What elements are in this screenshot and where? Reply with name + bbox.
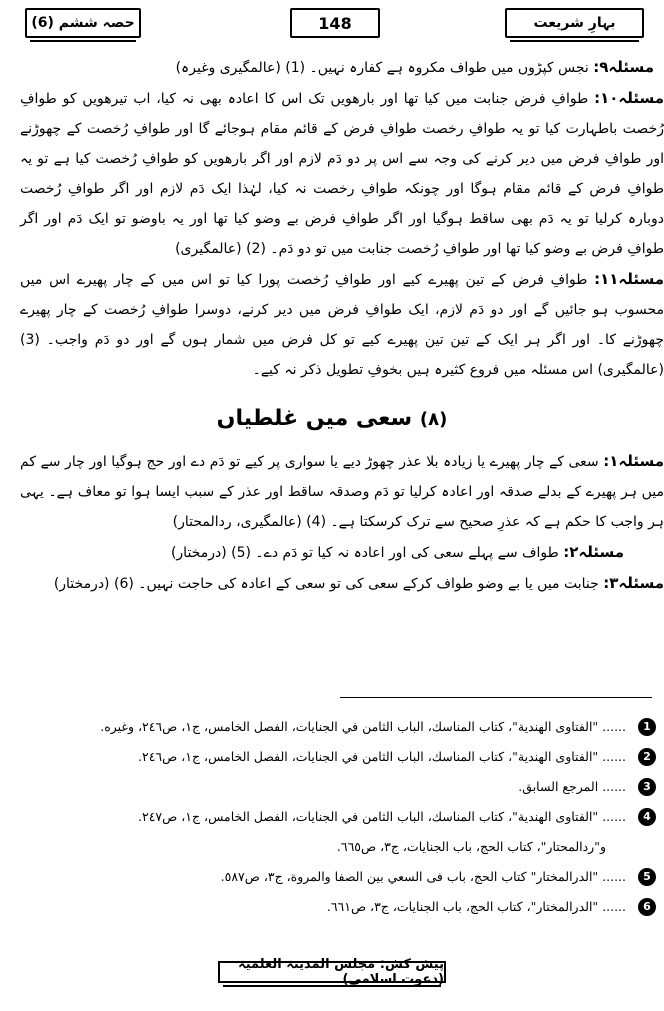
section-title: سعی میں غلطیاں [216, 406, 413, 431]
masala-text: نجس کپڑوں میں طواف مکروہ ہے کفارہ نہیں۔ (1) (عالمگیری وغیرہ) [175, 60, 589, 76]
footnote-number: 4 [638, 808, 656, 826]
footnote-text: ...... المرجع السابق. [518, 779, 626, 794]
footnote [0, 712, 664, 742]
masala-label: مسئلہ۱۱: [594, 270, 664, 288]
footnote-number: 6 [638, 898, 656, 916]
masala-text: جنابت میں یا بے وضو طواف کرکے سعی کی تو سعی کے اعادہ کی حاجت نہیں۔ (6) (درمختار) [53, 576, 599, 592]
footnote [0, 862, 664, 892]
page-number: 148 [290, 8, 380, 38]
masala-label: مسئلہ۱۰: [594, 89, 664, 107]
footnote-number: 3 [638, 778, 656, 796]
masala-label: مسئلہ۹: [593, 58, 654, 76]
masala-paragraph [20, 264, 664, 385]
volume-label: حصہ ششم (6) [25, 8, 141, 38]
masala-label: مسئلہ۲: [563, 543, 624, 561]
book-title: بہارِ شریعت [505, 8, 644, 38]
footnote [0, 772, 664, 802]
footnote-text: و"ردالمحتار"، كتاب الحج، باب الجنايات، ج٣، ص٦٦٥. [336, 839, 606, 854]
masala-label: مسئلہ۳: [603, 574, 664, 592]
footnote-text: ...... "الفتاوی الهندية"، كتاب المناسك، الباب الثامن في الجنايات، الفصل الخامس، ج١، ص٢٤٦، وغيره. [100, 719, 626, 734]
footnote-number: 5 [638, 868, 656, 886]
footnote-text: ...... "الدرالمختار"، كتاب الحج، باب الجنايات، ج٣، ص٦٦١. [326, 899, 626, 914]
masala-paragraph [20, 537, 664, 568]
page-body [0, 50, 664, 599]
footnotes [0, 712, 664, 922]
footnote-continuation [0, 832, 664, 862]
masala-label: مسئلہ۱: [603, 452, 664, 470]
section-number: (۸) [419, 409, 448, 430]
masala-text: طواف سے پہلے سعی کی اور اعادہ نہ کیا تو دَم دے۔ (5) (درمختار) [170, 545, 559, 561]
masala-text: طوافِ فرض کے تین پھیرے کیے اور طوافِ رُخصت پورا کیا تو اس میں کے چار پھیرے اس میں محسوب ہو جائیں گے اور دو دَم لازم، ایک طوافِ فرض میں دیر کرنے، دوسرا طوافِ رُخصت کے چار پھیرے چھوڑنے کا۔ اور اگر ہر ایک کے تین تین پھیرے کیے تو کل فرض میں شمار ہوں گے اور دو دَم واجب۔ (3) (عالمگیری) اس مسئلہ میں فروع کثیرہ ہیں بخوفِ تطویل ذکر نہ کیے۔ [20, 272, 664, 378]
footnote-text: ...... "الفتاوی الهندية"، كتاب المناسك، الباب الثامن في الجنايات، الفصل الخامس، ج١، ص٢٤٧. [138, 809, 626, 824]
footnote-number: 2 [638, 748, 656, 766]
masala-text: طوافِ فرض جنابت میں کیا تھا اور بارھویں تک اس کا اعادہ بھی نہ کیا، اب تیرھویں کو طوافِ رُخصت باطہارت کیا تو یہ طوافِ رخصت طوافِ فرض کے قائم مقام ہوجائے گا اور طوافِ رُخصت کے چھوڑنے اور طوافِ فرض میں دیر کرنے کی وجہ سے اس پر دو دَم لازم اور اگر بارھویں کو طوافِ رُخصت کیا ہے تو یہ طوافِ فرض کے قائم مقام ہوگا اور چونکہ طوافِ رخصت نہ کیا، لہٰذا ایک دَم لازم اور اگر طوافِ رُخصت دوبارہ کرلیا تو یہ دَم بھی ساقط ہوگیا اور اگر طوافِ فرض بے وضو کیا تھا اور یہ باوضو تو ایک دَم اور اگر طوافِ فرض بے وضو کیا تھا اور طوافِ رُخصت جنابت میں تو دو دَم۔ (2) (عالمگیری) [20, 91, 664, 257]
masala-paragraph [10, 52, 654, 83]
publisher-footer: پیش کش: مجلس المدینۃ العلمیۃ (دعوت اسلامی) [218, 961, 446, 983]
masala-paragraph [20, 568, 664, 599]
footnote [0, 802, 664, 832]
footnote-text: ...... "الفتاوی الهندية"، كتاب المناسك، الباب الثامن في الجنايات، الفصل الخامس، ج١، ص٢٤٦. [138, 749, 626, 764]
section-heading [0, 399, 664, 440]
footnote-text: ...... "الدرالمختار" كتاب الحج، باب فى السعي بين الصفا والمروة، ج٣، ص٥٨٧. [220, 869, 626, 884]
footnote [0, 742, 664, 772]
masala-paragraph [20, 83, 664, 264]
masala-paragraph [20, 446, 664, 537]
footnote [0, 892, 664, 922]
footnote-number: 1 [638, 718, 656, 736]
masala-text: سعی کے چار پھیرے یا زیادہ بلا عذر چھوڑ دیے یا سواری پر کیے تو دَم دے اور حج ہوگیا اور چار سے کم میں ہر پھیرے کے بدلے صدقہ اور اعادہ کرلیا تو دَم وصدقہ ساقط اور عذر کے سبب ایسا ہوا تو معاف ہے۔ یہی ہر واجب کا حکم ہے کہ عذرِ صحیح سے ترک کرسکتا ہے۔ (4) (عالمگیری، ردالمحتار) [20, 454, 664, 530]
footnote-divider [340, 697, 652, 698]
page-header [0, 4, 664, 40]
